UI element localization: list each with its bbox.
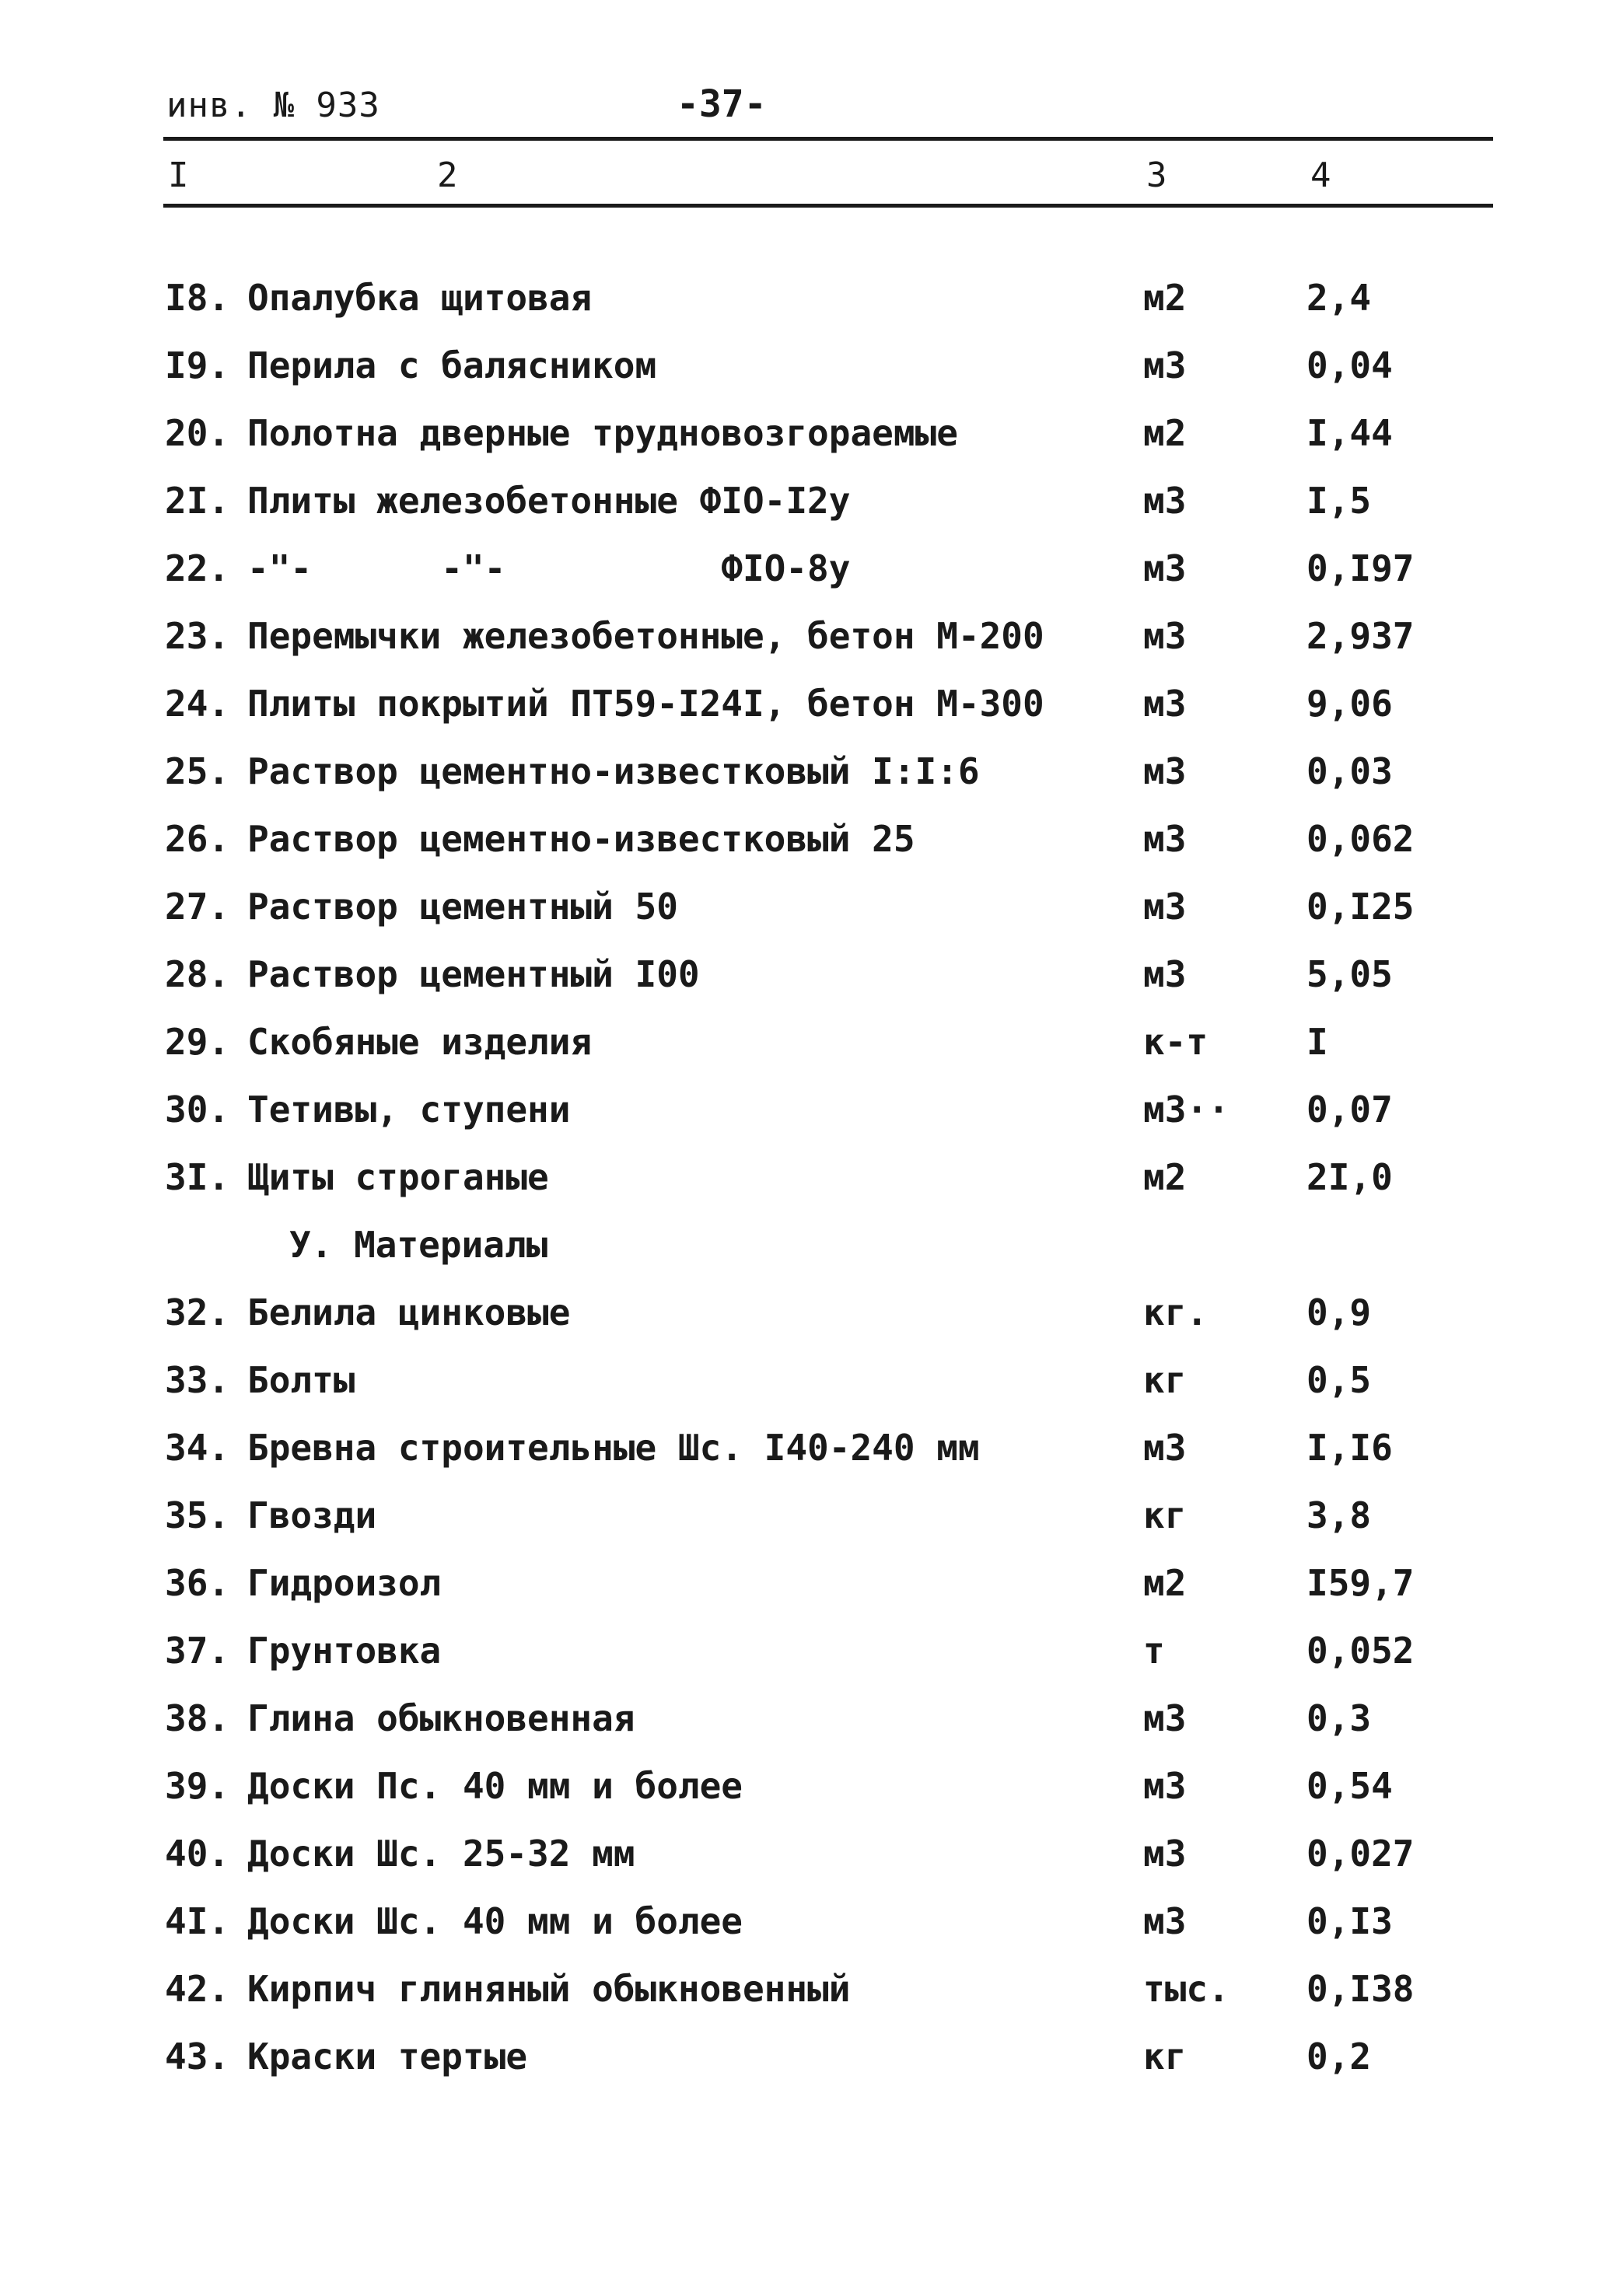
table-row (0, 738, 1616, 806)
table-row (0, 1482, 1616, 1550)
quantity: 0,04 (1306, 344, 1393, 386)
row-number: 24. (165, 683, 230, 725)
item-name: Раствор цементный 50 (247, 886, 678, 928)
table-row (0, 1076, 1616, 1144)
item-name: Краски тертые (247, 2036, 528, 2078)
table-row (0, 1617, 1616, 1685)
item-name: Белила цинковые (247, 1291, 571, 1333)
quantity: 9,06 (1306, 683, 1393, 725)
unit-of-measure: м2 (1143, 1562, 1187, 1604)
item-name: Скобяные изделия (247, 1021, 593, 1063)
item-name: Болты (247, 1359, 355, 1401)
row-number: 34. (165, 1427, 230, 1469)
table-row (0, 806, 1616, 873)
item-name: Гидроизол (247, 1562, 442, 1604)
quantity: I,5 (1306, 480, 1372, 522)
quantity: I (1306, 1021, 1328, 1063)
unit-of-measure: м3 (1143, 750, 1187, 792)
item-name: Перемычки железобетонные, бетон М-200 (247, 615, 1044, 657)
row-number: 37. (165, 1630, 230, 1672)
table-row (0, 1820, 1616, 1888)
item-name: Опалубка щитовая (247, 277, 593, 319)
row-number: 23. (165, 615, 230, 657)
row-number: 38. (165, 1697, 230, 1739)
unit-of-measure: кг (1143, 1494, 1187, 1536)
row-number: 26. (165, 818, 230, 860)
unit-of-measure: м3 (1143, 1427, 1187, 1469)
row-number: 43. (165, 2036, 230, 2078)
item-name: Перила с балясником (247, 344, 657, 386)
row-number: 2I. (165, 480, 230, 522)
quantity: 0,03 (1306, 750, 1393, 792)
unit-of-measure: м3 (1143, 683, 1187, 725)
row-number: 39. (165, 1765, 230, 1807)
quantity: 0,I38 (1306, 1968, 1415, 2010)
row-number: 3I. (165, 1156, 230, 1198)
row-number: 4I. (165, 1900, 230, 1942)
quantity: 5,05 (1306, 953, 1393, 995)
unit-of-measure: м3 (1143, 615, 1187, 657)
item-name: Тетивы, ступени (247, 1089, 571, 1131)
unit-of-measure: м2 (1143, 1156, 1187, 1198)
table-row (0, 670, 1616, 738)
table-row (0, 1888, 1616, 1955)
item-name: У. Материалы (289, 1224, 548, 1266)
unit-of-measure: т (1143, 1630, 1165, 1672)
unit-of-measure: м3 (1143, 547, 1187, 589)
quantity: 0,07 (1306, 1089, 1393, 1131)
column-header-4: 4 (1310, 156, 1331, 195)
unit-of-measure: м3 (1143, 1900, 1187, 1942)
table-row (0, 1685, 1616, 1753)
unit-of-measure: м2 (1143, 412, 1187, 454)
header-bottom-rule (163, 204, 1493, 208)
row-number: 36. (165, 1562, 230, 1604)
page-number: -37- (677, 82, 767, 126)
quantity: 0,54 (1306, 1765, 1393, 1807)
table-row (0, 400, 1616, 467)
unit-of-measure: кг (1143, 1359, 1187, 1401)
table-row (0, 332, 1616, 400)
item-name: Доски Пс. 40 мм и более (247, 1765, 743, 1807)
row-number: 22. (165, 547, 230, 589)
table-row (0, 264, 1616, 332)
table-row (0, 1414, 1616, 1482)
unit-of-measure: м2 (1143, 277, 1187, 319)
quantity: 0,I97 (1306, 547, 1415, 589)
quantity: I,44 (1306, 412, 1393, 454)
row-number: 33. (165, 1359, 230, 1401)
item-name: Раствор цементный I00 (247, 953, 700, 995)
unit-of-measure: м3 (1143, 1697, 1187, 1739)
unit-of-measure: м3·· (1143, 1089, 1229, 1131)
quantity: 0,9 (1306, 1291, 1372, 1333)
table-row (0, 1753, 1616, 1820)
column-header-2: 2 (437, 156, 458, 195)
row-number: 28. (165, 953, 230, 995)
quantity: 0,052 (1306, 1630, 1415, 1672)
unit-of-measure: кг (1143, 2036, 1187, 2078)
unit-of-measure: м3 (1143, 1833, 1187, 1875)
item-name: Кирпич глиняный обыкновенный (247, 1968, 851, 2010)
unit-of-measure: м3 (1143, 886, 1187, 928)
unit-of-measure: кг. (1143, 1291, 1209, 1333)
table-row (0, 1955, 1616, 2023)
unit-of-measure: м3 (1143, 1765, 1187, 1807)
unit-of-measure: м3 (1143, 818, 1187, 860)
row-number: 25. (165, 750, 230, 792)
row-number: I8. (165, 277, 230, 319)
header-top-rule (163, 137, 1493, 141)
table-row (0, 2023, 1616, 2091)
item-name: Раствор цементно-известковый 25 (247, 818, 915, 860)
table-row (0, 941, 1616, 1008)
unit-of-measure: м3 (1143, 480, 1187, 522)
row-number: 30. (165, 1089, 230, 1131)
item-name: Гвозди (247, 1494, 377, 1536)
quantity: 0,I25 (1306, 886, 1415, 928)
row-number: 27. (165, 886, 230, 928)
table-row (0, 1008, 1616, 1076)
table-row (0, 1144, 1616, 1211)
row-number: 42. (165, 1968, 230, 2010)
unit-of-measure: м3 (1143, 344, 1187, 386)
row-number: 29. (165, 1021, 230, 1063)
item-name: Раствор цементно-известковый I:I:6 (247, 750, 980, 792)
table-row (0, 1347, 1616, 1414)
item-name: Полотна дверные трудновозгораемые (247, 412, 958, 454)
item-name: Доски Шс. 40 мм и более (247, 1900, 743, 1942)
quantity: 0,5 (1306, 1359, 1372, 1401)
table-row (0, 603, 1616, 670)
quantity: I59,7 (1306, 1562, 1415, 1604)
table-row (0, 1550, 1616, 1617)
table-row (0, 535, 1616, 603)
unit-of-measure: тыс. (1143, 1968, 1229, 2010)
quantity: 0,027 (1306, 1833, 1415, 1875)
row-number: I9. (165, 344, 230, 386)
table-row (0, 1279, 1616, 1347)
item-name: Грунтовка (247, 1630, 442, 1672)
quantity: 0,2 (1306, 2036, 1372, 2078)
quantity: 0,062 (1306, 818, 1415, 860)
item-name: Бревна строительные Шс. I40-240 мм (247, 1427, 980, 1469)
item-name: Плиты железобетонные ФIO-I2у (247, 480, 851, 522)
section-heading-row (0, 1211, 1616, 1279)
column-header-3: 3 (1146, 156, 1167, 195)
item-name: -"- -"- ФIO-8у (247, 547, 851, 589)
quantity: 0,3 (1306, 1697, 1372, 1739)
unit-of-measure: м3 (1143, 953, 1187, 995)
table-row (0, 873, 1616, 941)
row-number: 40. (165, 1833, 230, 1875)
inventory-number: инв. № 933 (166, 86, 380, 125)
quantity: 0,I3 (1306, 1900, 1393, 1942)
quantity: 2,937 (1306, 615, 1415, 657)
row-number: 20. (165, 412, 230, 454)
item-name: Глина обыкновенная (247, 1697, 635, 1739)
quantity: 2I,0 (1306, 1156, 1393, 1198)
item-name: Плиты покрытий ПТ59-I24I, бетон М-300 (247, 683, 1044, 725)
item-name: Доски Шс. 25-32 мм (247, 1833, 635, 1875)
quantity: 3,8 (1306, 1494, 1372, 1536)
item-name: Щиты строганые (247, 1156, 549, 1198)
column-header-1: I (168, 156, 189, 195)
table-row (0, 467, 1616, 535)
row-number: 35. (165, 1494, 230, 1536)
unit-of-measure: к-т (1143, 1021, 1209, 1063)
row-number: 32. (165, 1291, 230, 1333)
quantity: I,I6 (1306, 1427, 1393, 1469)
quantity: 2,4 (1306, 277, 1372, 319)
materials-table (0, 264, 1616, 2091)
